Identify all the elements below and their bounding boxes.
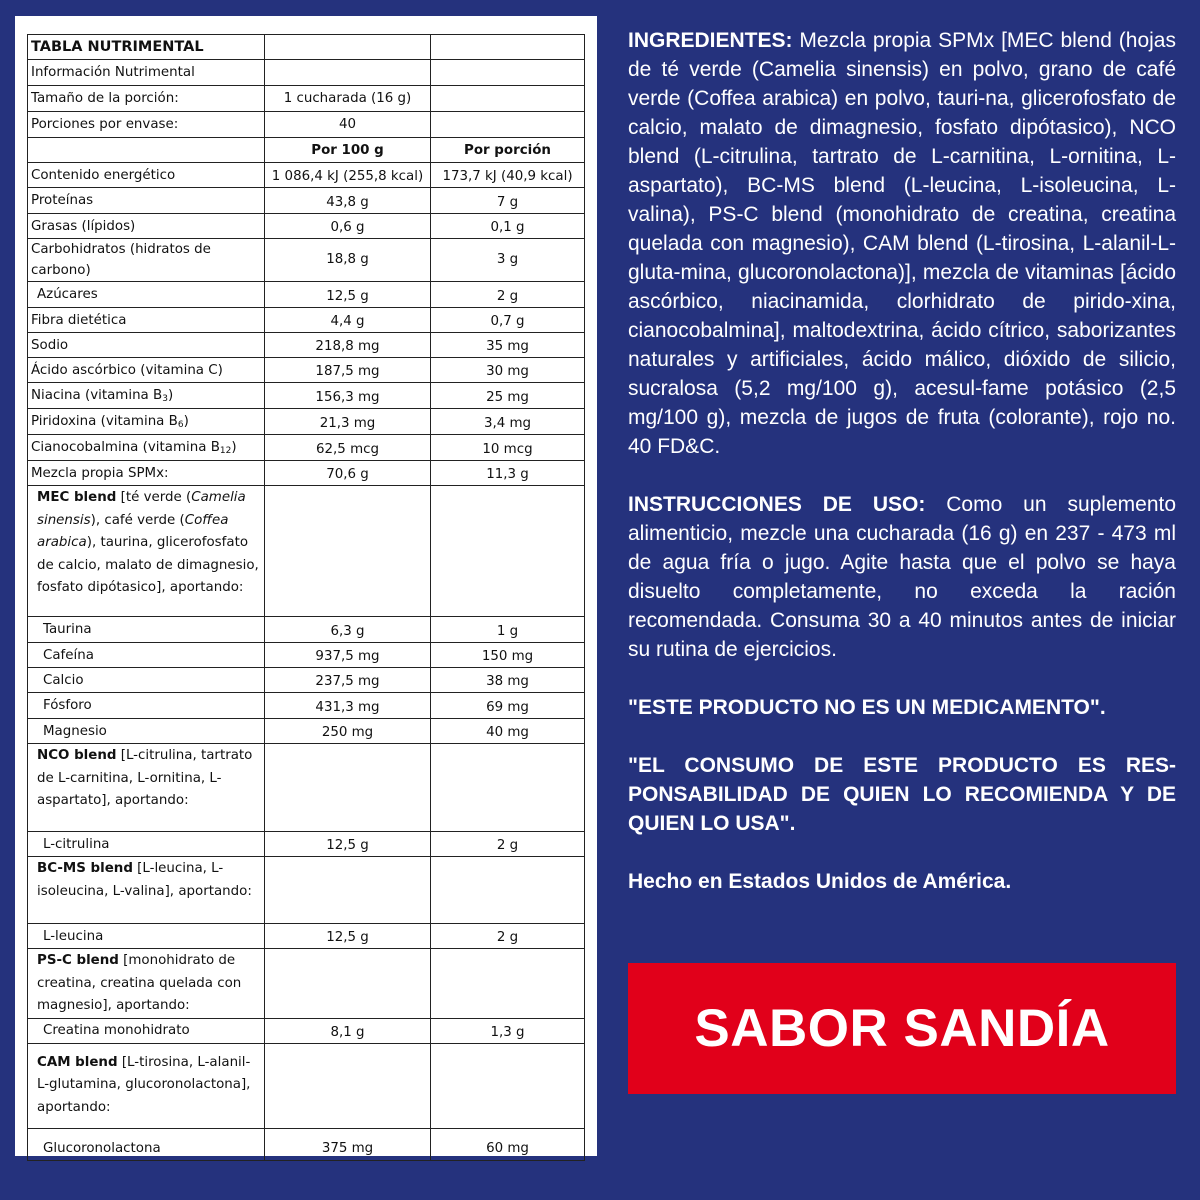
ingredients-heading: INGREDIENTES: (628, 29, 793, 52)
col-header-portion: Por porción (431, 138, 585, 163)
row-value-portion: 25 mg (431, 383, 585, 409)
row-label: L-leucina (28, 924, 265, 949)
row-value-100g: 237,5 mg (265, 668, 431, 693)
table-row (28, 358, 585, 383)
table-row (28, 643, 585, 668)
servings-label: Porciones por envase: (28, 112, 265, 138)
row-value-100g: 12,5 g (265, 282, 431, 308)
label-text-column (628, 26, 1176, 896)
row-label: Sodio (28, 333, 265, 358)
row-value-100g: 218,8 mg (265, 333, 431, 358)
servings-value: 40 (265, 112, 431, 138)
row-value-portion: 0,7 g (431, 308, 585, 333)
table-row (28, 617, 585, 643)
row-label: Azúcares (28, 282, 265, 308)
row-label: Taurina (28, 617, 265, 643)
row-label: Fósforo (28, 693, 265, 719)
table-row (28, 1018, 585, 1043)
row-label: Niacina (vitamina $B_3$) (28, 383, 265, 409)
row-label: Mezcla propia SPMx: (28, 461, 265, 486)
row-value-100g: 12,5 g (265, 924, 431, 949)
row-label: Cafeína (28, 643, 265, 668)
serving-size-row (28, 86, 585, 112)
table-row (28, 214, 585, 239)
table-row (28, 668, 585, 693)
instructions-heading: INSTRUCCIONES DE USO: (628, 493, 926, 516)
warning-responsibility: "EL CONSUMO DE ESTE PRODUCTO ES RES-PONSABILIDAD DE QUIEN LO RECOMIENDA Y DE QUIEN LO USA". (628, 754, 1176, 835)
row-value-100g: 18,8 g (265, 239, 431, 282)
table-info-row (28, 60, 585, 86)
row-value-100g: 21,3 mg (265, 409, 431, 435)
serving-label: Tamaño de la porción: (28, 86, 265, 112)
row-value-100g: 8,1 g (265, 1018, 431, 1043)
servings-row (28, 112, 585, 138)
row-label: Magnesio (28, 719, 265, 744)
mec-blend-description: MEC blend [té verde (Camelia sinensis), café verde (Coffea arabica), taurina, glicerofosfato de calcio, malato de dimagnesio, fosfato dipótasico], aportando: (28, 486, 265, 617)
table-row (28, 333, 585, 358)
row-value-100g: 937,5 mg (265, 643, 431, 668)
row-value-portion: 150 mg (431, 643, 585, 668)
table-row (28, 832, 585, 857)
table-row (28, 383, 585, 409)
instructions-paragraph (628, 490, 1176, 664)
row-value-portion: 2 g (431, 924, 585, 949)
table-row (28, 188, 585, 214)
row-value-portion: 2 g (431, 282, 585, 308)
bcms-blend-description: BC-MS blend [L-leucina, L-isoleucina, L-valina], aportando: (28, 857, 265, 924)
row-label: Carbohidratos (hidratos de carbono) (28, 239, 265, 282)
table-row (28, 163, 585, 188)
row-value-portion: 0,1 g (431, 214, 585, 239)
row-value-portion: 69 mg (431, 693, 585, 719)
flavor-banner: SABOR SANDÍA (628, 963, 1176, 1094)
info-label: Información Nutrimental (28, 60, 265, 86)
column-header-row (28, 138, 585, 163)
row-value-portion: 3,4 mg (431, 409, 585, 435)
row-value-100g: 0,6 g (265, 214, 431, 239)
table-title-row (28, 35, 585, 60)
row-value-portion: 38 mg (431, 668, 585, 693)
blend-description-row (28, 1043, 585, 1128)
row-label: Grasas (lípidos) (28, 214, 265, 239)
table-row (28, 693, 585, 719)
row-value-100g: 375 mg (265, 1128, 431, 1160)
row-value-portion: 35 mg (431, 333, 585, 358)
row-value-100g: 43,8 g (265, 188, 431, 214)
table-row (28, 409, 585, 435)
row-value-portion: 2 g (431, 832, 585, 857)
row-value-portion: 1,3 g (431, 1018, 585, 1043)
origin-text: Hecho en Estados Unidos de América. (628, 870, 1012, 893)
nutrition-panel (15, 16, 597, 1156)
row-value-100g: 70,6 g (265, 461, 431, 486)
blend-description-row (28, 857, 585, 924)
row-value-portion: 3 g (431, 239, 585, 282)
row-label: Cianocobalmina (vitamina $B_{12}$) (28, 435, 265, 461)
blend-description-row (28, 486, 585, 617)
table-row (28, 239, 585, 282)
instructions-text: Como un suplemento alimenticio, mezcle una cucharada (16 g) en 237 - 473 ml de agua fría o jugo. Agite hasta que el polvo se haya disuelto completamente, no exceda la ración recomendada. Consuma 30 a 40 minutos antes de iniciar su rutina de ejercicios. (628, 493, 1177, 661)
table-row (28, 282, 585, 308)
row-label: Fibra dietética (28, 308, 265, 333)
row-value-portion: 7 g (431, 188, 585, 214)
row-label: Calcio (28, 668, 265, 693)
blend-description-row (28, 744, 585, 832)
table-row (28, 435, 585, 461)
col-header-100g: Por 100 g (265, 138, 431, 163)
row-value-portion: 1 g (431, 617, 585, 643)
row-value-100g: 1 086,4 kJ (255,8 kcal) (265, 163, 431, 188)
row-value-100g: 250 mg (265, 719, 431, 744)
row-label: Creatina monohidrato (28, 1018, 265, 1043)
row-value-portion: 11,3 g (431, 461, 585, 486)
nco-blend-description: NCO blend [L-citrulina, tartrato de L-carnitina, L-ornitina, L-aspartato], aportando: (28, 744, 265, 832)
row-label: Contenido energético (28, 163, 265, 188)
table-title: TABLA NUTRIMENTAL (28, 35, 265, 60)
row-value-portion: 173,7 kJ (40,9 kcal) (431, 163, 585, 188)
row-value-100g: 187,5 mg (265, 358, 431, 383)
row-value-portion: 30 mg (431, 358, 585, 383)
row-value-portion: 10 mcg (431, 435, 585, 461)
serving-value: 1 cucharada (16 g) (265, 86, 431, 112)
blend-description-row (28, 949, 585, 1019)
table-row (28, 461, 585, 486)
row-value-portion: 40 mg (431, 719, 585, 744)
row-label: L-citrulina (28, 832, 265, 857)
row-value-100g: 4,4 g (265, 308, 431, 333)
warning-not-medicine: "ESTE PRODUCTO NO ES UN MEDICAMENTO". (628, 696, 1106, 719)
ingredients-paragraph (628, 26, 1176, 461)
table-row (28, 308, 585, 333)
row-value-portion: 60 mg (431, 1128, 585, 1160)
row-label: Glucoronolactona (28, 1128, 265, 1160)
row-label: Proteínas (28, 188, 265, 214)
row-value-100g: 12,5 g (265, 832, 431, 857)
row-label: Ácido ascórbico (vitamina C) (28, 358, 265, 383)
row-value-100g: 156,3 mg (265, 383, 431, 409)
ingredients-text: Mezcla propia SPMx [MEC blend (hojas de té verde (Camelia sinensis) en polvo, grano de café verde (Coffea arabica) en polvo, tauri-na, glicerofosfato de calcio, malato de dimagnesio, fosfato dipótasico), NCO blend (L-citrulina, tartrato de L-carnitina, L-ornitina, L-aspartato), BC-MS blend (L-leucina, L-isoleucina, L-valina), PS-C blend (monohidrato de creatina, creatina quelada con magnesio), CAM blend (L-tirosina, L-alanil-L-gluta-mina, glucoronolactona)], mezcla de vitaminas [ácido ascórbico, niacinamida, clorhidrato de pirido-xina, cianocobalmina], maltodextrina, ácido cítrico, saborizantes naturales y artificiales, ácido málico, dióxido de silicio, sucralosa (5,2 mg/100 g), acesul-fame potásico (2,5 mg/100 g), mezcla de jugos de fruta (colorante), rojo no. 40 FD&C. (628, 29, 1176, 458)
table-row (28, 1128, 585, 1160)
row-label: Piridoxina (vitamina $B_6$) (28, 409, 265, 435)
row-value-100g: 62,5 mcg (265, 435, 431, 461)
nutrition-table (27, 34, 585, 1161)
table-row (28, 719, 585, 744)
row-value-100g: 431,3 mg (265, 693, 431, 719)
row-value-100g: 6,3 g (265, 617, 431, 643)
psc-blend-description: PS-C blend [monohidrato de creatina, creatina quelada con magnesio], aportando: (28, 949, 265, 1019)
table-row (28, 924, 585, 949)
cam-blend-description: CAM blend [L-tirosina, L-alanil-L-glutamina, glucoronolactona], aportando: (28, 1043, 265, 1128)
